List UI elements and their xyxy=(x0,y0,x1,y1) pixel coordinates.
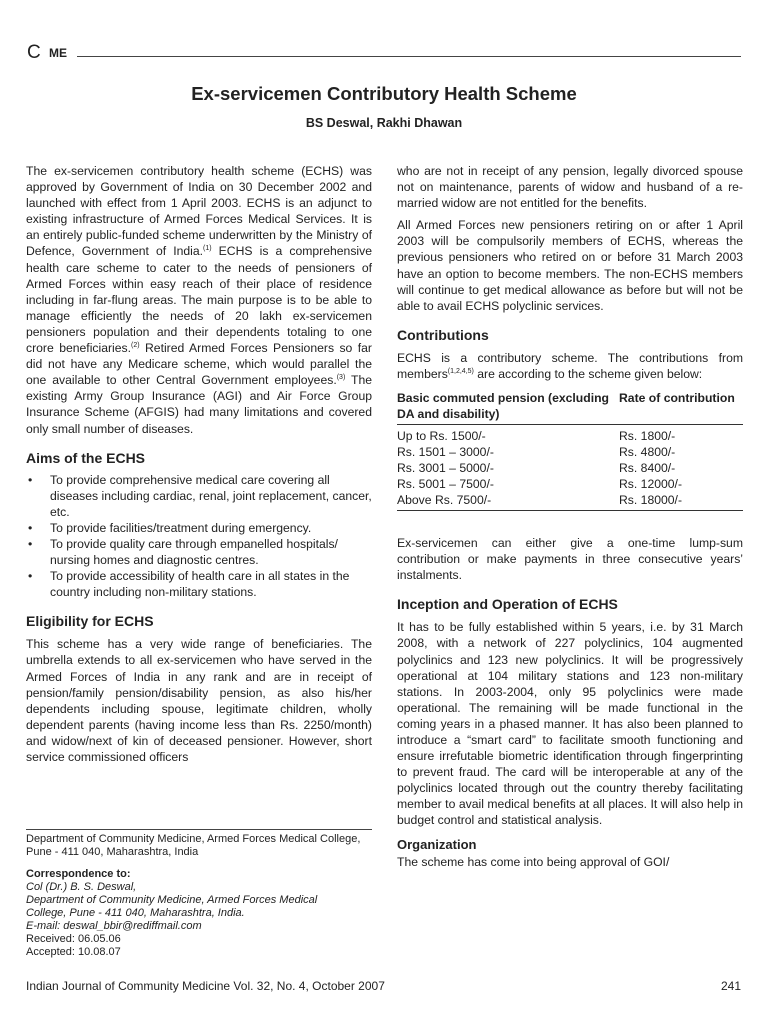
article-authors: BS Deswal, Rakhi Dhawan xyxy=(305,116,463,130)
footnote-rule xyxy=(26,829,372,830)
list-item: • To provide quality care through empanelled hospitals/ nursing homes and diagnostic centres. xyxy=(28,536,338,568)
right-column xyxy=(397,163,743,870)
journal-citation: Indian Journal of Community Medicine Vol. 32, No. 4, October 2007 xyxy=(26,979,385,993)
new-pensioners-paragraph: All Armed Forces new pensioners retiring on or after 1 April 2003 will be compulsorily members of ECHS, whereas the previous pensioners who retired on or before 31 March 2003 have an option to become members. The non-ECHS members will continue to get medical allowance as before but will not be able to avail ECHS polyclinic services. xyxy=(397,218,743,313)
article-title: Ex-servicemen Contributory Health Scheme xyxy=(191,83,577,104)
left-column xyxy=(26,163,372,765)
aims-list xyxy=(26,472,372,601)
organization-paragraph: The scheme has come into being approval of GOI/ xyxy=(397,854,670,869)
eligibility-paragraph: This scheme has a very wide range of beneficiaries. The umbrella extends to all ex-servicemen who have served in the Armed Forces of India in any rank and are in receipt of pension/family pension/disability pension, as also his/her dependents including spouse, legitimate children, wholly dependent parents (having income less than Rs. 2250/month) and widow/next of kin of deceased pensioner. However, short service commissioned officers xyxy=(26,637,372,764)
correspondence-line: Department of Community Medicine, Armed Forces Medical xyxy=(26,894,318,906)
table-row: Rs. 1501 – 3000/- Rs. 4800/- xyxy=(397,445,676,460)
inception-paragraph: It has to be fully established within 5 years, i.e. by 31 March 2008, with a network of 227 polyclinics, 104 augmented polyclinics and 123 new polyclinics. It will be progressively operational at 104 military stations and 123 non-military stations. In 2003-2004, only 95 polyclinics were made operational. The remaining will be made functional in the coming years in a phased manner. It has also been planned to introduce a “smart card” to facilitate smooth functioning and ensure irrefutable biometric identification through fingerprinting to prevent fraud. The card will be interoperable at any of the polyclinics located through out the country thereby facilitating member to avail medical benefits at all places. It will also help in budget control and statistical analysis. xyxy=(397,620,743,828)
affiliation: Department of Community Medicine, Armed Forces Medical College, Pune - 411 040, Maharashtra, India xyxy=(26,833,361,858)
table-row: Up to Rs. 1500/- Rs. 1800/- xyxy=(397,429,676,444)
table-header-pension: Basic commuted pension (excluding DA and disability) xyxy=(397,390,619,425)
intro-paragraph: The ex-servicemen contributory health scheme (ECHS) was approved by Government of India on 30 December 2002 and launched with effect from 1 April 2003. ECHS is an adjunct to existing infrastructure of Armed Forces Medical Services. It is an entirely public-funded scheme underwritten by the Ministry of Defence, Government of India.$^{(1)}$ ECHS is a comprehensive health care scheme to cater to the needs of pensioners of Armed Forces within easy reach of their place of residence including in far-flung areas. The main purpose is to be able to manage efficiently the needs of 20 lakh ex-servicemen pensioners population and their dependents totaling to one crore beneficiaries.$^{(2)}$ Retired Armed Forces Pensioners so far did not have any Medicare scheme, which would parallel the one available to other Central Government employees.$^{(3)}$ The existing Army Group Insurance (AGI) and Air Force Group Insurance Scheme (AFGIS) had many limitations and covered only small number of diseases. xyxy=(26,164,373,436)
header-section: ME xyxy=(49,46,67,60)
page-number: 241 xyxy=(720,979,741,993)
eligibility-heading: Eligibility for ECHS xyxy=(26,613,154,630)
inception-heading: Inception and Operation of ECHS xyxy=(397,596,618,613)
running-header xyxy=(27,42,741,62)
header-rule xyxy=(77,56,741,57)
table-row: Rs. 3001 – 5000/- Rs. 8400/- xyxy=(397,461,676,476)
aims-heading: Aims of the ECHS xyxy=(26,449,146,466)
list-item: • To provide facilities/treatment during emergency. xyxy=(28,520,312,535)
table-row: Rs. 5001 – 7500/- Rs. 12000/- xyxy=(397,477,683,492)
contributions-paragraph: ECHS is a contributory scheme. The contributions from members$^{(1,2,4,5)}$ are according to the scheme given below: xyxy=(397,350,743,381)
contribution-table xyxy=(397,390,743,510)
received-date: Received: 06.05.06 xyxy=(26,933,121,945)
correspondence-email: E-mail: deswal_bbir@rediffmail.com xyxy=(26,920,202,932)
accepted-date: Accepted: 10.08.07 xyxy=(26,946,121,958)
correspondence-label: Correspondence to: xyxy=(26,868,131,880)
header-letter: C xyxy=(27,42,41,63)
correspondence-line: College, Pune - 411 040, Maharashtra, India. xyxy=(26,907,245,919)
list-item: • To provide accessibility of health care in all states in the country including non-military stations. xyxy=(28,569,350,600)
table-row: Above Rs. 7500/- Rs. 18000/- xyxy=(397,493,683,508)
continuation-paragraph: who are not in receipt of any pension, legally divorced spouse not on maintenance, parents of widow and husband of a re-married widow are not entitled for the benefits. xyxy=(397,164,743,211)
table-header-rate: Rate of contribution xyxy=(619,390,743,425)
lump-sum-paragraph: Ex-servicemen can either give a one-time lump-sum contribution or make payments in three consecutive years’ instalments. xyxy=(397,536,743,583)
correspondence-line: Col (Dr.) B. S. Deswal, xyxy=(26,881,137,893)
list-item: • To provide comprehensive medical care covering all diseases including cardiac, renal, joint replacement, cancer, etc. xyxy=(28,472,372,519)
organization-heading: Organization xyxy=(397,836,477,852)
contributions-heading: Contributions xyxy=(397,326,489,343)
